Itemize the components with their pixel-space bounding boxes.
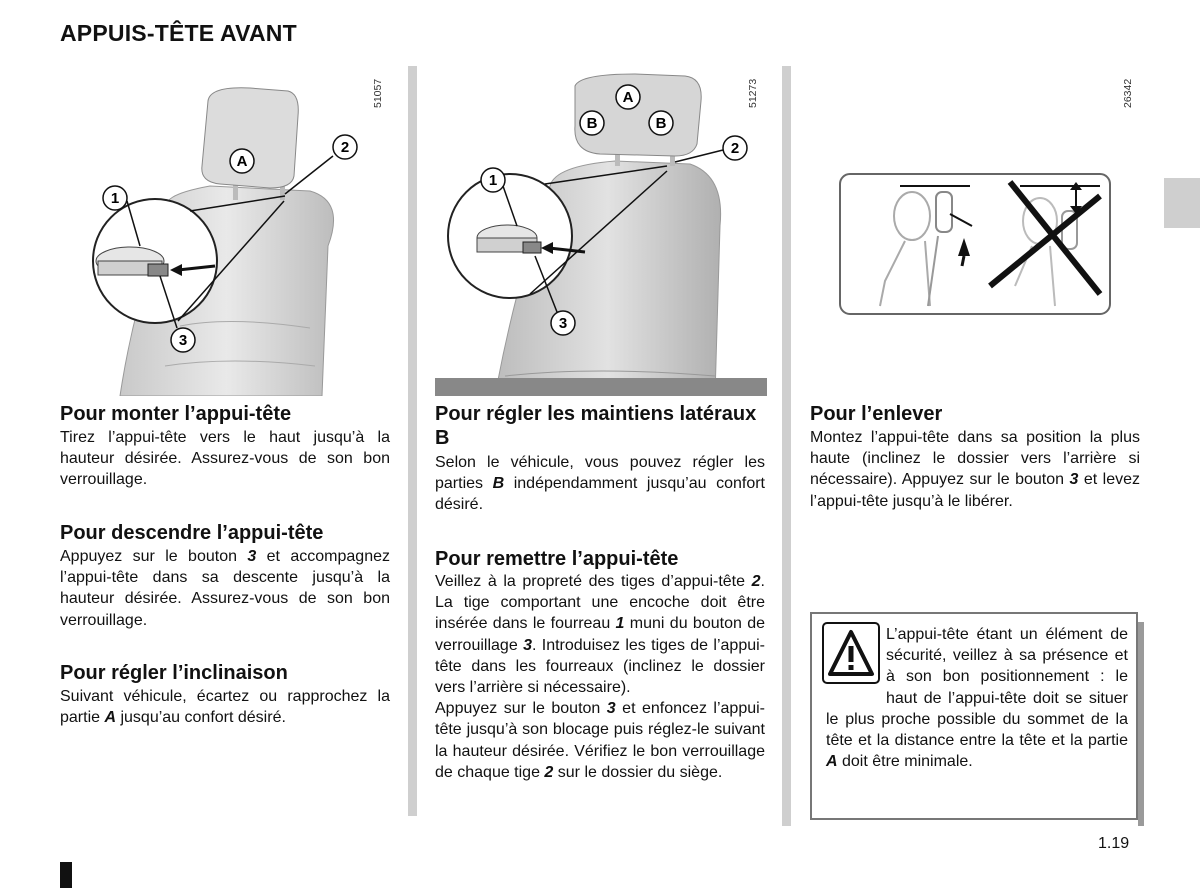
label-1: 1 <box>488 172 498 189</box>
text-lower: Appuyez sur le bouton 3 et accompagnez l’appui-tête dans sa descente jusqu’à la hauteur désirée. Assurez-vous de son bon verrouillage. <box>60 548 390 629</box>
heading-tilt: Pour régler l’inclinaison <box>60 662 288 684</box>
label-B-left: B <box>586 115 598 132</box>
label-2: 2 <box>730 140 740 157</box>
text-refit: Veillez à la propreté des tiges d’appui-tête 2. La tige comportant une encoche doit être insérée dans le fourreau 1 muni du bouton de verrouillage 3. Introduisez les tiges de l’appui-tête dans les fourreaux (inclinez le dossier vers l’arrière si nécessaire). Appuyez sur le bouton 3 et enfoncez l’appui-tête jusqu’à son blocage puis réglez-le suivant la hauteur désirée. Vérifiez le bon verrouillage de chaque tige 2 sur le dossier du siège. <box>435 573 766 781</box>
text-lateral: Selon le véhicule, vous pouvez régler les parties B indépendamment jusqu’au confort désiré. <box>435 454 765 514</box>
label-A: A <box>622 89 634 106</box>
warning-box <box>810 612 1138 820</box>
warning-text: L’appui-tête étant un élément de sécurité, veillez à sa présence et à son bon positionnement : le haut de l’appui-tête doit se situer le plus proche possible du sommet de la tête et la distance entre la tête et la partie A doit être minimale. <box>826 626 1128 771</box>
figure-ref: 26342 <box>1122 78 1134 108</box>
figure-headrest-position <box>810 66 1140 396</box>
text-remove: Montez l’appui-tête dans sa position la plus haute (inclinez le dossier vers l’arrière si nécessaire). Appuyez sur le bouton 3 et levez l’appui-tête jusqu’à le libérer. <box>810 429 1140 510</box>
heading-remove: Pour l’enlever <box>810 403 943 425</box>
figure-headrest-raise <box>60 66 393 396</box>
page-title: APPUIS-TÊTE AVANT <box>60 20 297 46</box>
corner-mark <box>60 862 72 888</box>
label-1: 1 <box>110 190 120 207</box>
figure-ref: 51057 <box>372 78 384 108</box>
heading-lower: Pour descendre l’appui-tête <box>60 522 324 544</box>
label-3: 3 <box>558 315 568 332</box>
heading-raise: Pour monter l’appui-tête <box>60 403 292 425</box>
column-divider-2 <box>782 66 791 826</box>
text-tilt: Suivant véhicule, écartez ou rapprochez la partie A jusqu’au confort désiré. <box>60 688 390 727</box>
heading-lateral: Pour régler les maintiens latéraux B <box>435 403 757 449</box>
figure-headrest-lateral <box>435 66 767 396</box>
figure-ref: 51273 <box>747 78 759 108</box>
heading-refit: Pour remettre l’appui-tête <box>435 548 679 570</box>
section-tab <box>1164 178 1200 228</box>
label-2: 2 <box>340 139 350 156</box>
page-number: 1.19 <box>1098 835 1130 852</box>
label-B-right: B <box>655 115 667 132</box>
text-raise: Tirez l’appui-tête vers le haut jusqu’à la hauteur désirée. Assurez-vous de son bon verrouillage. <box>60 429 390 489</box>
label-3: 3 <box>178 332 188 349</box>
column-divider-1 <box>408 66 417 816</box>
label-A: A <box>236 153 248 170</box>
